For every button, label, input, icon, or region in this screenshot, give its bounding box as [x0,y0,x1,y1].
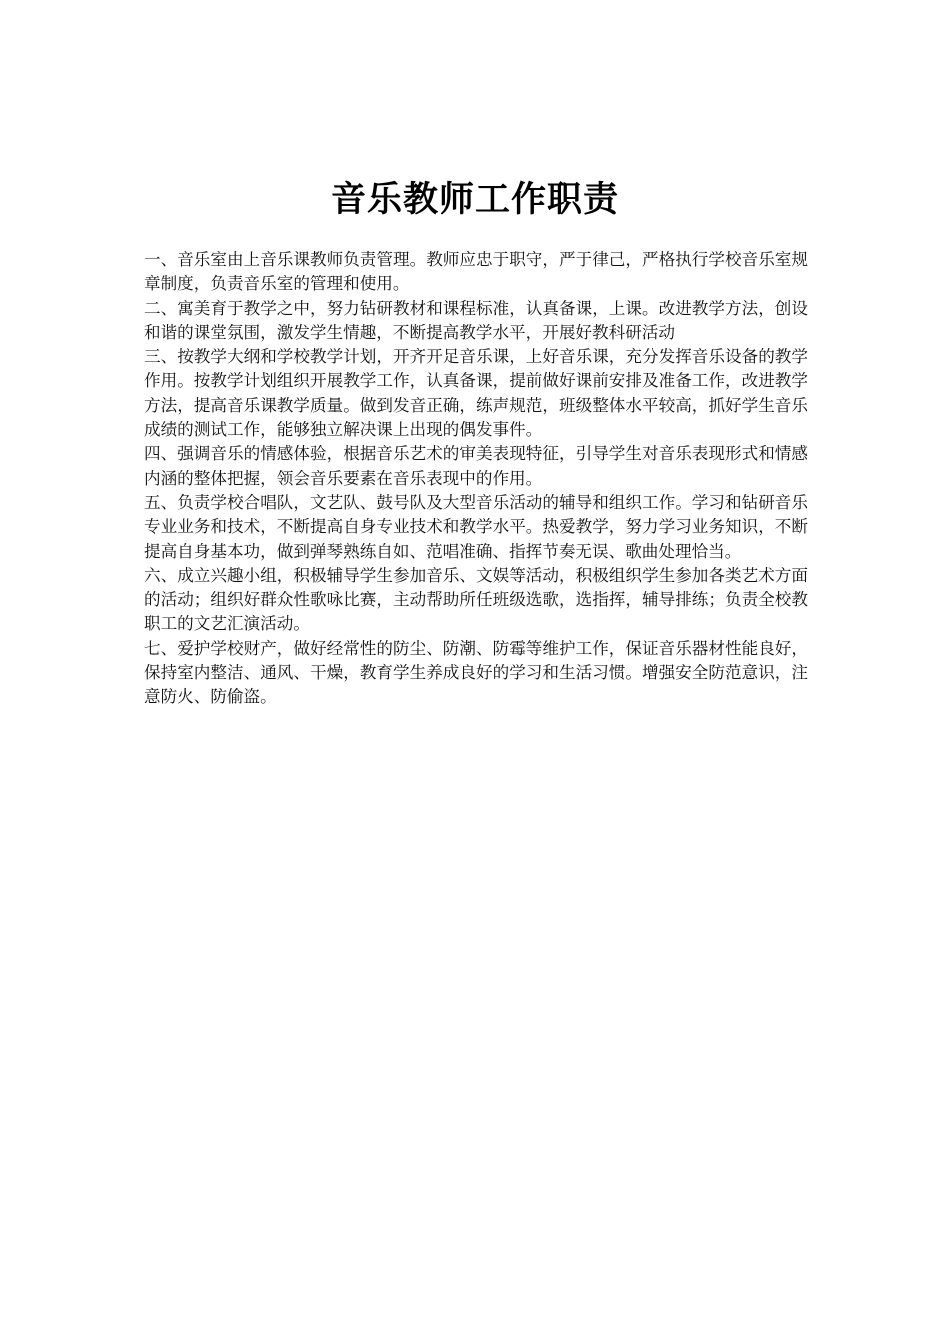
paragraph-6: 六、成立兴趣小组，积极辅导学生参加音乐、文娱等活动，积极组织学生参加各类艺术方面的活动；组织好群众性歌咏比赛，主动帮助所任班级选歌，选指挥，辅导排练；负责全校教职工的文艺汇演活动。 [144,565,808,634]
paragraph-3: 三、按教学大纲和学校教学计划，开齐开足音乐课，上好音乐课，充分发挥音乐设备的教学作用。按教学计划组织开展教学工作，认真备课，提前做好课前安排及准备工作，改进教学方法，提高音乐课教学质量。做到发音正确，练声规范，班级整体水平较高，抓好学生音乐成绩的测试工作，能够独立解决课上出现的偶发事件。 [144,347,808,440]
document-body [144,248,808,710]
page-title: 音乐教师工作职责 [330,180,619,220]
paragraph-5: 五、负责学校合唱队，文艺队、鼓号队及大型音乐活动的辅导和组织工作。学习和钻研音乐专业业务和技术，不断提高自身专业技术和教学水平。热爱教学，努力学习业务知识，不断提高自身基本功，做到弹琴熟练自如、范唱准确、指挥节奏无误、歌曲处理恰当。 [144,492,808,561]
paragraph-1: 一、音乐室由上音乐课教师负责管理。教师应忠于职守，严于律己，严格执行学校音乐室规章制度，负责音乐室的管理和使用。 [144,250,808,294]
paragraph-7: 七、爱护学校财产，做好经常性的防尘、防潮、防霉等维护工作，保证音乐器材性能良好，保持室内整洁、通风、干燥，教育学生养成良好的学习和生活习惯。增强安全防范意识，注意防火、防偷盗。 [144,638,808,707]
paragraph-4: 四、强调音乐的情感体验，根据音乐艺术的审美表现特征，引导学生对音乐表现形式和情感内涵的整体把握，领会音乐要素在音乐表现中的作用。 [144,444,808,488]
paragraph-2: 二、寓美育于教学之中，努力钻研教材和课程标准，认真备课，上课。改进教学方法，创设和谐的课堂氛围，激发学生情趣，不断提高教学水平，开展好教科研活动 [144,298,808,342]
